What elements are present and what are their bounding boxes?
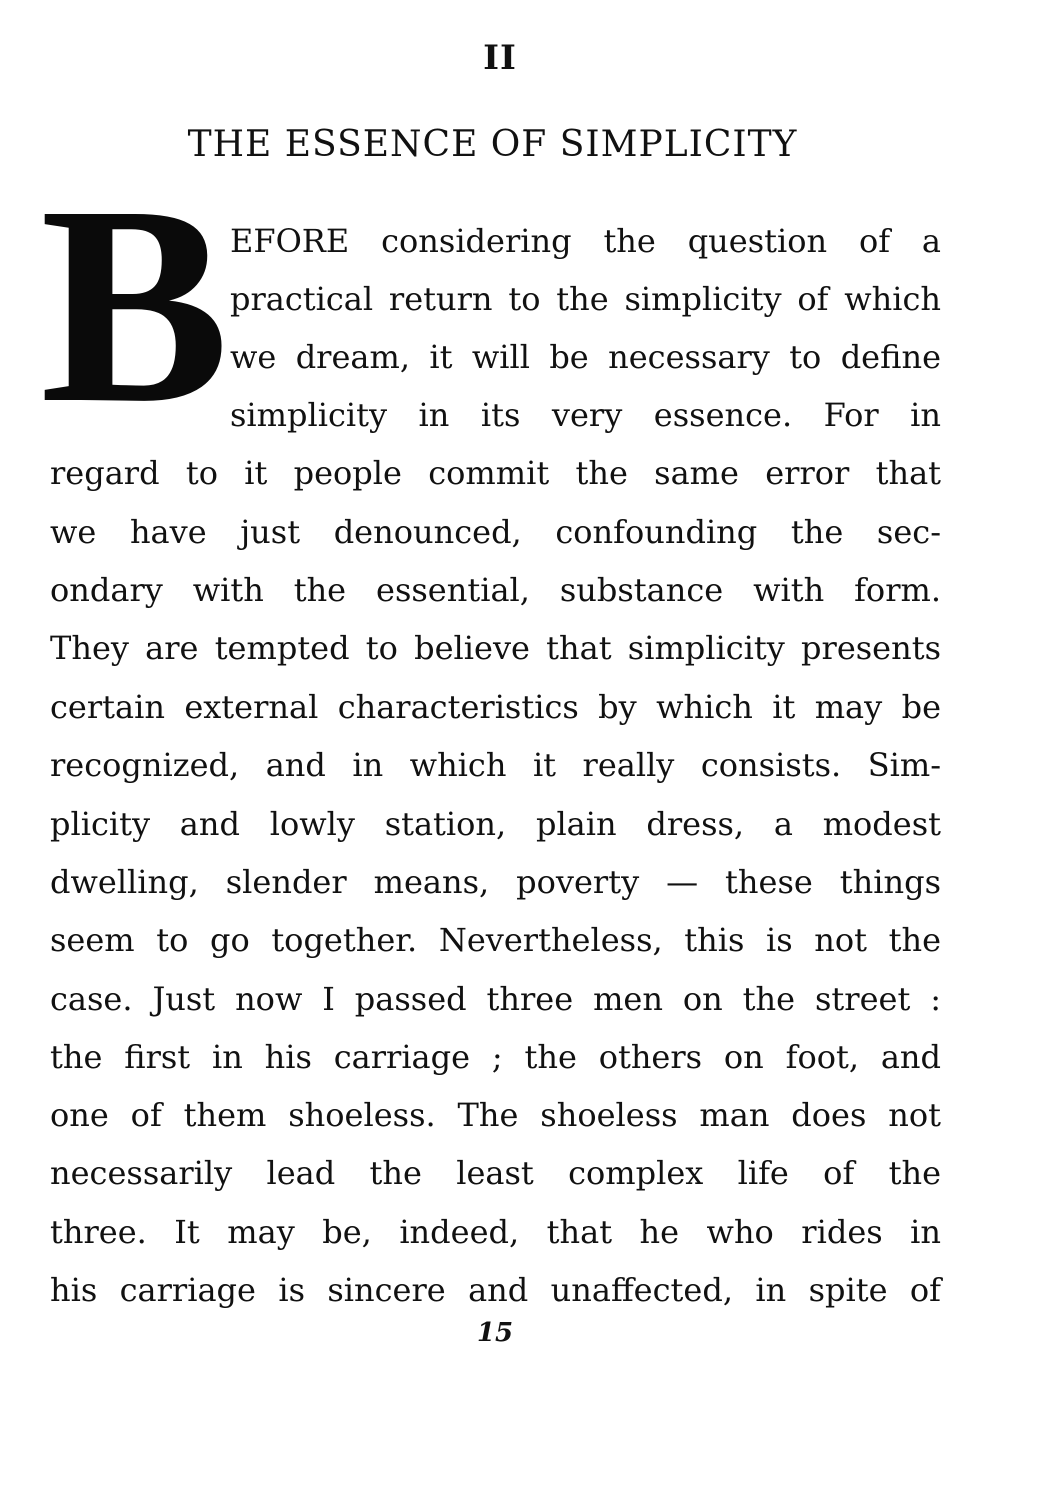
text-line: one of them shoeless. The shoeless man does not xyxy=(50,1096,941,1134)
text-line: plicity and lowly station, plain dress, a modest xyxy=(50,805,941,843)
text-line: simplicity in its very essence. For in xyxy=(230,396,941,434)
text-line: three. It may be, indeed, that he who rides in xyxy=(50,1213,941,1251)
text-line: case. Just now I passed three men on the street : xyxy=(50,980,941,1018)
text-line: seem to go together. Nevertheless, this is not the xyxy=(50,921,941,959)
text-line: the first in his carriage ; the others on foot, and xyxy=(50,1038,941,1076)
text-line: dwelling, slender means, poverty — these things xyxy=(50,863,941,901)
text-line: we have just denounced, confounding the sec- xyxy=(50,513,941,551)
drop-cap-letter: B xyxy=(40,148,230,462)
text-line: practical return to the simplicity of which xyxy=(230,280,941,318)
text-line: necessarily lead the least complex life of the xyxy=(50,1154,941,1192)
text-line: certain external characteristics by which it may be xyxy=(50,688,941,726)
text-line: we dream, it will be necessary to define xyxy=(230,338,941,376)
text-line: recognized, and in which it really consists. Sim- xyxy=(50,746,941,784)
text-line: EFORE considering the question of a xyxy=(230,222,941,260)
page-number: 15 xyxy=(476,1318,514,1348)
text-line: his carriage is sincere and unaffected, in spite of xyxy=(50,1271,941,1309)
text-line: ondary with the essential, substance with form. xyxy=(50,571,941,609)
text-line: regard to it people commit the same error that xyxy=(50,454,941,492)
chapter-number: II xyxy=(483,38,517,78)
text-line: They are tempted to believe that simplicity presents xyxy=(50,629,941,667)
chapter-title: THE ESSENCE OF SIMPLICITY xyxy=(187,124,798,165)
